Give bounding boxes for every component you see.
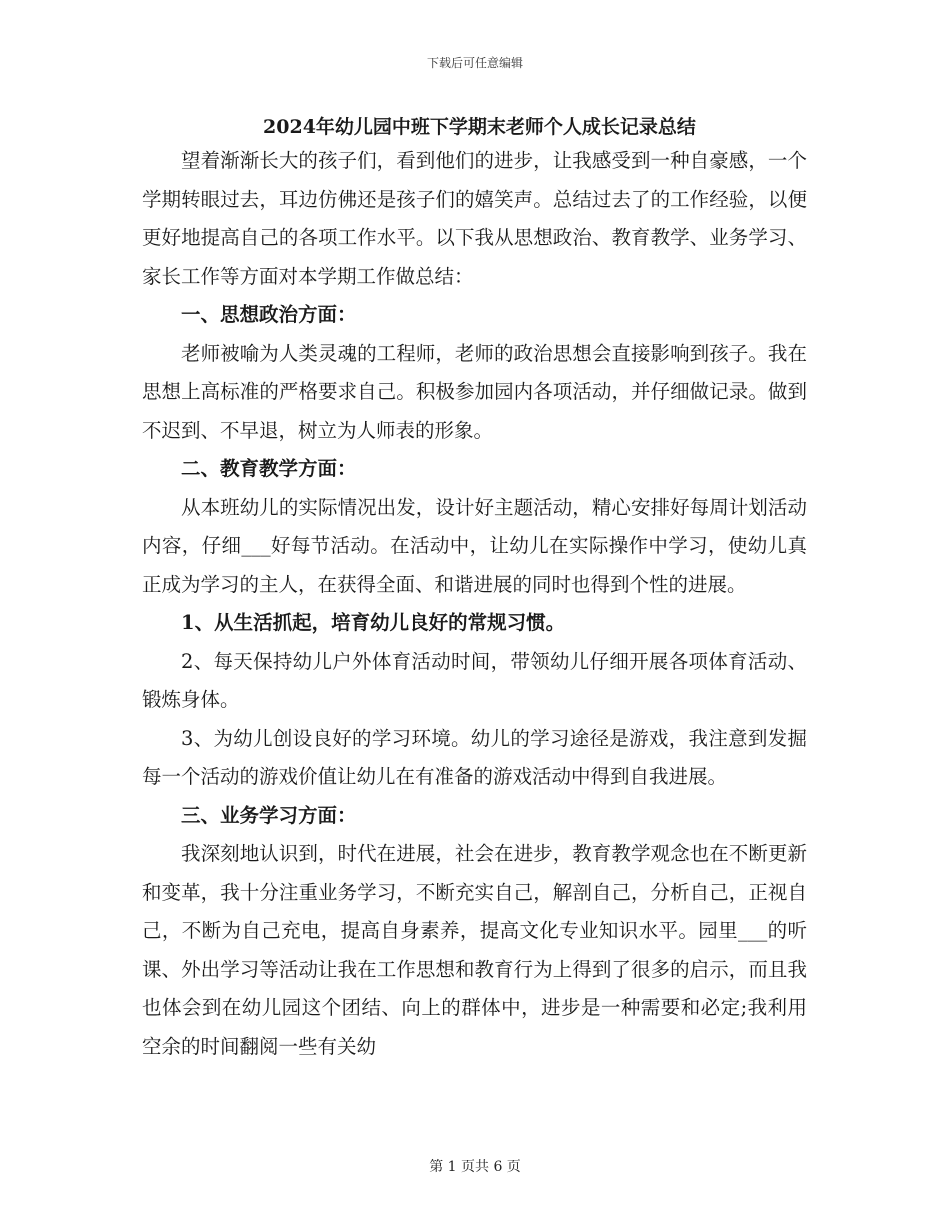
header-note: 下载后可任意编辑 xyxy=(426,56,523,70)
document-title: 2024年幼儿园中班下学期末老师个人成长记录总结 xyxy=(263,116,696,138)
paragraph-study: 我深刻地认识到，时代在进展，社会在进步，教育教学观念也在不断更新和变革，我十分注重业务学习，不断充实自己，解剖自己，分析自己，正视自己，不断为自己充电，提高自身素养，提高文化专业知识水平。园里___的听课、外出学习等活动让我在工作思想和教育行为上得到了很多的启示，而且我也体会到在幼儿园这个团结、向上的群体中，进步是一种需要和必定;我利用空余的时间翻阅一些有关幼 xyxy=(142,842,807,1058)
subheading-habits: 1、从生活抓起，培育幼儿良好的常规习惯。 xyxy=(181,611,566,634)
paragraph-item-3: 3、为幼儿创设良好的学习环境。幼儿的学习途径是游戏，我注意到发掘每一个活动的游戏价值让幼儿在有准备的游戏活动中得到自我进展。 xyxy=(142,726,807,788)
document-body xyxy=(142,112,807,1066)
paragraph-politics: 老师被喻为人类灵魂的工程师，老师的政治思想会直接影响到孩子。我在思想上高标准的严格要求自己。积极参加园内各项活动，并仔细做记录。做到不迟到、不早退，树立为人师表的形象。 xyxy=(142,341,807,442)
paragraph-teaching: 从本班幼儿的实际情况出发，设计好主题活动，精心安排好每周计划活动内容，仔细___好每节活动。在活动中，让幼儿在实际操作中学习，使幼儿真正成为学习的主人，在获得全面、和谐进展的同时也得到个性的进展。 xyxy=(142,495,807,596)
paragraph-intro: 望着渐渐长大的孩子们，看到他们的进步，让我感受到一种自豪感，一个学期转眼过去，耳边仿佛还是孩子们的嬉笑声。总结过去了的工作经验，以便更好地提高自己的各项工作水平。以下我从思想政治、教育教学、业务学习、家长工作等方面对本学期工作做总结： xyxy=(142,149,807,288)
page-footer: 第 1 页共 6 页 xyxy=(429,1159,521,1175)
paragraph-item-2: 2、每天保持幼儿户外体育活动时间，带领幼儿仔细开展各项体育活动、锻炼身体。 xyxy=(142,649,807,711)
section-heading-study: 三、业务学习方面： xyxy=(181,803,357,827)
section-heading-teaching: 二、教育教学方面： xyxy=(181,457,357,480)
section-heading-politics: 一、思想政治方面： xyxy=(181,303,357,326)
